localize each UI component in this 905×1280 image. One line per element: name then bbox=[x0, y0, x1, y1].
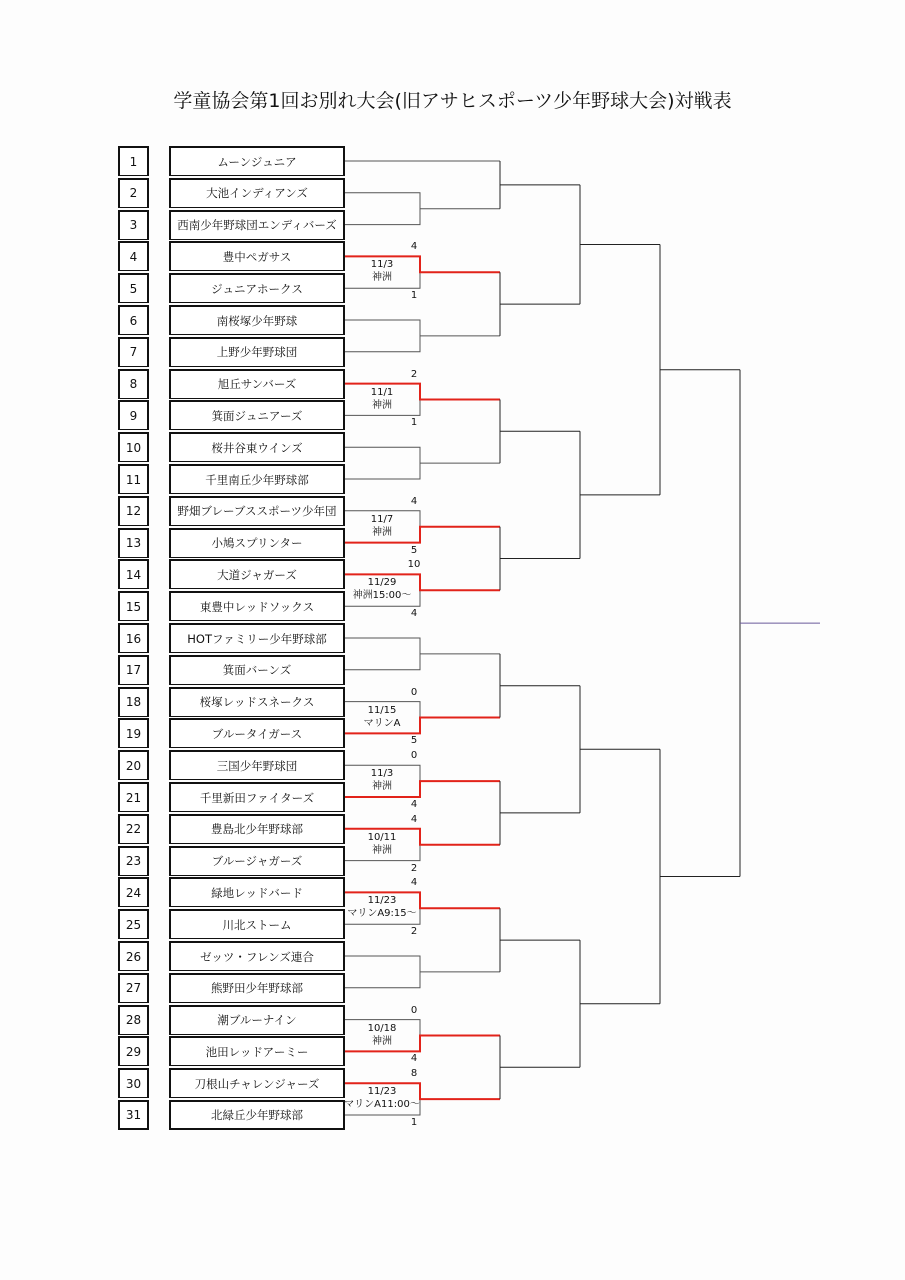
seed-number: 6 bbox=[118, 305, 149, 335]
seed-number: 30 bbox=[118, 1068, 149, 1098]
score-top: 0 bbox=[410, 686, 418, 698]
team-name: 千里南丘少年野球部 bbox=[169, 464, 345, 494]
team-name: 大道ジャガーズ bbox=[169, 559, 345, 589]
team-name: 桜井谷東ウインズ bbox=[169, 432, 345, 462]
seed-number: 22 bbox=[118, 814, 149, 844]
score-bottom: 2 bbox=[410, 926, 418, 938]
seed-number: 7 bbox=[118, 337, 149, 367]
score-bottom: 4 bbox=[410, 799, 418, 810]
seed-number: 19 bbox=[118, 718, 149, 748]
match-date: 11/3 bbox=[370, 259, 394, 271]
team-name: 大池インディアンズ bbox=[169, 178, 345, 208]
seed-number: 29 bbox=[118, 1036, 149, 1066]
team-name: 箕面ジュニアーズ bbox=[169, 400, 345, 430]
team-name: 熊野田少年野球部 bbox=[169, 973, 345, 1003]
team-name: 三国少年野球団 bbox=[169, 750, 345, 780]
team-name: 上野少年野球団 bbox=[169, 337, 345, 367]
team-name: ムーンジュニア bbox=[169, 146, 345, 176]
match-venue: 神洲15:00～ bbox=[352, 590, 412, 602]
match-venue: マリンA bbox=[363, 717, 401, 729]
bracket-line bbox=[345, 447, 420, 479]
team-name: 北緑丘少年野球部 bbox=[169, 1100, 345, 1130]
match-venue: 神洲 bbox=[372, 526, 392, 538]
seed-number: 26 bbox=[118, 941, 149, 971]
bracket-line bbox=[345, 193, 420, 225]
team-name: 千里新田ファイターズ bbox=[169, 782, 345, 812]
score-bottom: 2 bbox=[410, 862, 418, 874]
seed-number: 3 bbox=[118, 210, 149, 240]
team-name: 箕面バーンズ bbox=[169, 655, 345, 685]
seed-number: 21 bbox=[118, 782, 149, 812]
score-bottom: 1 bbox=[410, 1117, 418, 1128]
score-top: 4 bbox=[410, 241, 418, 253]
seed-number: 16 bbox=[118, 623, 149, 653]
seed-number: 5 bbox=[118, 273, 149, 303]
score-bottom: 5 bbox=[410, 735, 418, 747]
score-top: 8 bbox=[410, 1068, 418, 1080]
score-bottom: 4 bbox=[410, 1053, 418, 1065]
score-top: 4 bbox=[410, 877, 418, 889]
seed-number: 11 bbox=[118, 464, 149, 494]
match-venue: 神洲 bbox=[372, 844, 392, 856]
match-venue: 神洲 bbox=[372, 399, 392, 411]
match-venue: マリンA11:00～ bbox=[344, 1099, 420, 1111]
seed-number: 10 bbox=[118, 432, 149, 462]
score-bottom: 5 bbox=[410, 544, 418, 556]
match-date: 11/7 bbox=[370, 513, 394, 525]
score-top: 0 bbox=[410, 1004, 418, 1016]
seed-number: 2 bbox=[118, 178, 149, 208]
match-date: 11/15 bbox=[367, 704, 397, 716]
match-venue: 神洲 bbox=[372, 781, 392, 793]
match-date: 11/23 bbox=[367, 895, 397, 907]
match-date: 10/11 bbox=[367, 831, 397, 843]
seed-number: 23 bbox=[118, 846, 149, 876]
page-title: 学童協会第1回お別れ大会(旧アサヒスポーツ少年野球大会)対戦表 bbox=[173, 90, 732, 112]
team-name: 潮ブルーナイン bbox=[169, 1005, 345, 1035]
team-name: 小鳩スプリンター bbox=[169, 528, 345, 558]
seed-number: 15 bbox=[118, 591, 149, 621]
seed-number: 25 bbox=[118, 909, 149, 939]
match-date: 10/18 bbox=[367, 1022, 397, 1034]
seed-number: 20 bbox=[118, 750, 149, 780]
match-date: 11/1 bbox=[370, 386, 394, 398]
match-venue: 神洲 bbox=[372, 1035, 392, 1047]
match-date: 11/29 bbox=[367, 577, 397, 589]
team-name: 川北ストーム bbox=[169, 909, 345, 939]
team-name: 旭丘サンバーズ bbox=[169, 369, 345, 399]
match-venue: マリンA9:15～ bbox=[347, 908, 417, 920]
seed-number: 12 bbox=[118, 496, 149, 526]
team-name: ブルータイガース bbox=[169, 718, 345, 748]
seed-number: 27 bbox=[118, 973, 149, 1003]
bracket-line bbox=[345, 956, 420, 988]
team-name: ジュニアホークス bbox=[169, 273, 345, 303]
score-bottom: 1 bbox=[410, 290, 418, 302]
seed-number: 4 bbox=[118, 241, 149, 271]
team-name: 西南少年野球団エンディバーズ bbox=[169, 210, 345, 240]
seed-number: 31 bbox=[118, 1100, 149, 1130]
seed-number: 28 bbox=[118, 1005, 149, 1035]
match-venue: 神洲 bbox=[372, 272, 392, 284]
seed-number: 8 bbox=[118, 369, 149, 399]
team-name: 南桜塚少年野球 bbox=[169, 305, 345, 335]
bracket-line bbox=[345, 320, 420, 352]
team-name: 緑地レッドバード bbox=[169, 877, 345, 907]
seed-number: 14 bbox=[118, 559, 149, 589]
seed-number: 1 bbox=[118, 146, 149, 176]
team-name: 野畑ブレーブススポーツ少年団 bbox=[169, 496, 345, 526]
score-top: 2 bbox=[410, 368, 418, 380]
team-name: HOTファミリー少年野球部 bbox=[169, 623, 345, 653]
score-bottom: 1 bbox=[410, 417, 418, 429]
seed-number: 17 bbox=[118, 655, 149, 685]
match-date: 11/23 bbox=[367, 1086, 397, 1098]
team-name: ゼッツ・フレンズ連合 bbox=[169, 941, 345, 971]
team-name: ブルージャガーズ bbox=[169, 846, 345, 876]
score-top: 10 bbox=[407, 559, 421, 571]
seed-number: 13 bbox=[118, 528, 149, 558]
score-top: 4 bbox=[410, 813, 418, 825]
team-name: 豊島北少年野球部 bbox=[169, 814, 345, 844]
team-name: 豊中ペガサス bbox=[169, 241, 345, 271]
team-name: 東豊中レッドソックス bbox=[169, 591, 345, 621]
team-name: 刀根山チャレンジャーズ bbox=[169, 1068, 345, 1098]
score-bottom: 4 bbox=[410, 608, 418, 620]
match-date: 11/3 bbox=[370, 768, 394, 780]
seed-number: 24 bbox=[118, 877, 149, 907]
seed-number: 9 bbox=[118, 400, 149, 430]
bracket-line bbox=[345, 638, 420, 670]
team-name: 池田レッドアーミー bbox=[169, 1036, 345, 1066]
score-top: 4 bbox=[410, 495, 418, 507]
seed-number: 18 bbox=[118, 687, 149, 717]
score-top: 0 bbox=[410, 750, 418, 762]
team-name: 桜塚レッドスネークス bbox=[169, 687, 345, 717]
